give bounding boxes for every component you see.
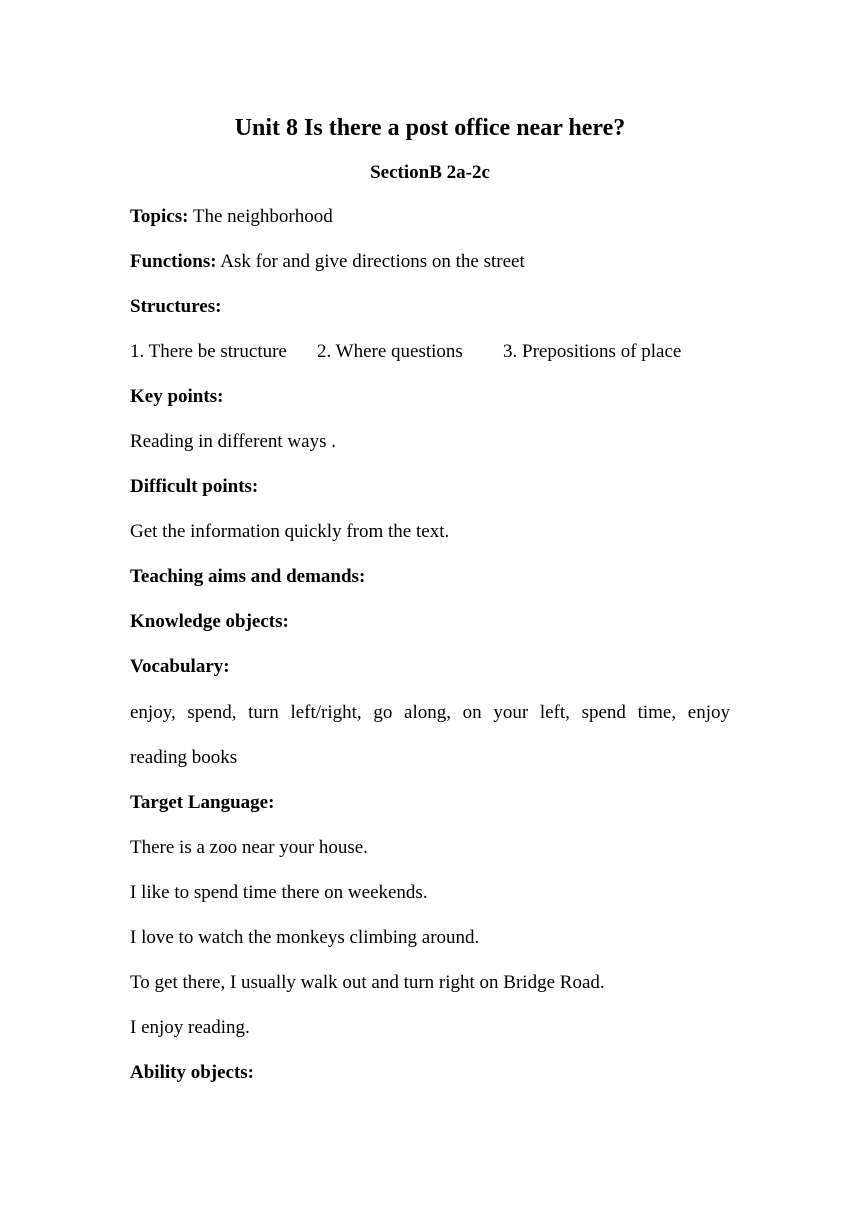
knowledge-objects-label: Knowledge objects:	[130, 611, 289, 632]
vocabulary-word: time,	[637, 702, 677, 723]
key-points-label: Key points:	[130, 386, 224, 407]
vocabulary-word: left,	[539, 702, 570, 723]
vocabulary-word: enjoy,	[130, 702, 176, 723]
difficult-points-value: Get the information quickly from the text.	[130, 521, 450, 542]
vocabulary-word: along,	[404, 702, 451, 723]
teaching-aims-label: Teaching aims and demands:	[130, 566, 366, 587]
target-sentence: I enjoy reading.	[130, 1017, 250, 1038]
topics-label: Topics:	[130, 206, 189, 227]
target-sentence: I like to spend time there on weekends.	[130, 882, 428, 903]
structure-item: 2. Where questions	[317, 341, 463, 362]
vocabulary-word: spend,	[187, 702, 237, 723]
target-sentence: There is a zoo near your house.	[130, 837, 368, 858]
key-points-value: Reading in different ways .	[130, 431, 336, 452]
topics-value: The neighborhood	[192, 206, 333, 227]
target-sentence: To get there, I usually walk out and turn right on Bridge Road.	[130, 972, 605, 993]
structure-item: 3. Prepositions of place	[503, 341, 682, 362]
topics-line	[130, 204, 730, 230]
ability-objects-label: Ability objects:	[130, 1062, 255, 1083]
functions-label: Functions:	[130, 251, 217, 272]
vocabulary-label: Vocabulary:	[130, 656, 230, 677]
structures-list	[130, 339, 730, 365]
document-title: Unit 8 Is there a post office near here?	[234, 115, 626, 141]
vocabulary-word: on	[462, 702, 482, 723]
vocabulary-word: enjoy	[687, 702, 730, 723]
vocabulary-line-2: reading books	[130, 747, 238, 768]
vocabulary-word: spend	[581, 702, 626, 723]
document-subtitle: SectionB 2a-2c	[370, 162, 490, 183]
vocabulary-line-1	[130, 700, 730, 726]
difficult-points-label: Difficult points:	[130, 476, 259, 497]
vocabulary-word: your	[493, 702, 529, 723]
functions-line	[130, 249, 730, 275]
functions-value: Ask for and give directions on the street	[220, 251, 525, 272]
target-sentence: I love to watch the monkeys climbing around.	[130, 927, 480, 948]
vocabulary-word: left/right,	[290, 702, 362, 723]
structures-label: Structures:	[130, 296, 222, 317]
vocabulary-word: turn	[248, 702, 279, 723]
structure-item: 1. There be structure	[130, 341, 287, 362]
target-language-label: Target Language:	[130, 792, 275, 813]
vocabulary-word: go	[373, 702, 393, 723]
